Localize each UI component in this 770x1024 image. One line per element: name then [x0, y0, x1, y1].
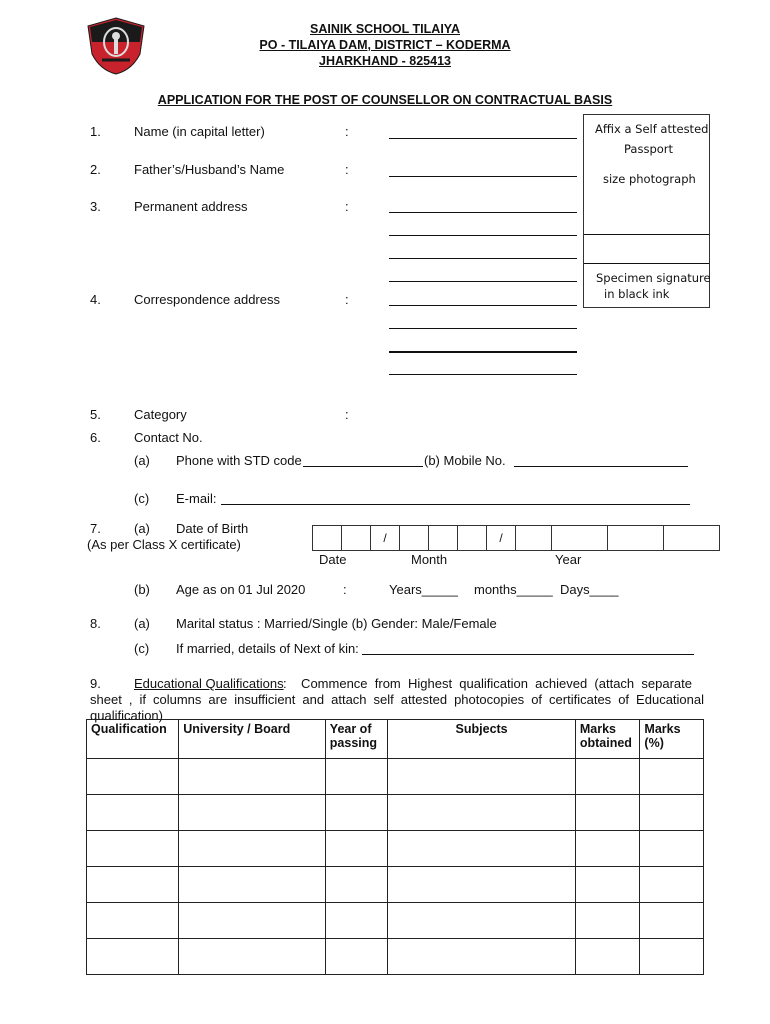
- table-cell[interactable]: [87, 939, 179, 975]
- table-cell[interactable]: [575, 867, 640, 903]
- permanent-address-line-3[interactable]: [389, 258, 577, 259]
- table-cell[interactable]: [87, 831, 179, 867]
- table-cell[interactable]: [640, 831, 704, 867]
- dob-boxes: [312, 525, 720, 551]
- table-cell[interactable]: [388, 831, 576, 867]
- permanent-address-line-4[interactable]: [389, 281, 577, 282]
- field-5-number: 5.: [90, 407, 101, 422]
- col-year: Year of passing: [325, 720, 388, 759]
- field-6-number: 6.: [90, 430, 101, 445]
- age-b-letter: (b): [134, 582, 150, 597]
- table-cell[interactable]: [388, 867, 576, 903]
- col-qualification: Qualification: [87, 720, 179, 759]
- table-cell[interactable]: [325, 831, 388, 867]
- table-cell[interactable]: [179, 903, 326, 939]
- dob-box[interactable]: [552, 526, 608, 551]
- permanent-address-line-1[interactable]: [389, 212, 577, 213]
- table-row: [87, 939, 704, 975]
- dob-year-caption: Year: [555, 552, 582, 567]
- category-colon: :: [345, 407, 349, 422]
- permanent-address-label: Permanent address: [134, 199, 248, 214]
- table-cell[interactable]: [575, 903, 640, 939]
- table-cell[interactable]: [325, 939, 388, 975]
- table-cell[interactable]: [87, 795, 179, 831]
- table-cell[interactable]: [87, 903, 179, 939]
- field-9-number: 9.: [90, 676, 101, 691]
- table-cell[interactable]: [388, 939, 576, 975]
- photo-box-bottom-divider: [584, 263, 709, 264]
- table-cell[interactable]: [87, 759, 179, 795]
- field-3-number: 3.: [90, 199, 101, 214]
- contact-c-letter: (c): [134, 491, 150, 506]
- permanent-address-line-2[interactable]: [389, 235, 577, 236]
- table-cell[interactable]: [575, 759, 640, 795]
- table-cell[interactable]: [179, 759, 326, 795]
- age-years[interactable]: Years_____: [389, 582, 458, 597]
- email-input-line[interactable]: [221, 504, 690, 505]
- age-colon: :: [343, 582, 347, 597]
- table-cell[interactable]: [179, 867, 326, 903]
- correspondence-address-label: Correspondence address: [134, 292, 280, 307]
- photo-box-top-divider: [584, 234, 709, 235]
- table-cell[interactable]: [87, 867, 179, 903]
- table-cell[interactable]: [325, 759, 388, 795]
- school-name: SAINIK SCHOOL TILAIYA: [309, 22, 461, 36]
- col-marks-obtained: Marks obtained: [575, 720, 640, 759]
- dob-slash: /: [383, 531, 387, 545]
- table-cell[interactable]: [179, 939, 326, 975]
- dob-note: (As per Class X certificate): [87, 537, 241, 552]
- field-2-number: 2.: [90, 162, 101, 177]
- name-input-line[interactable]: [389, 138, 577, 139]
- phone-input-line[interactable]: [303, 466, 423, 467]
- education-instruction-rest: sheet , if columns are insufficient and attach self attested photocopies of certificates of Educational qualification): [90, 692, 704, 723]
- dob-box[interactable]: [664, 526, 720, 551]
- permanent-address-colon: :: [345, 199, 349, 214]
- table-cell[interactable]: [640, 867, 704, 903]
- photo-text-1: Affix a Self attested: [595, 122, 709, 136]
- table-row: [87, 831, 704, 867]
- dob-label: Date of Birth: [176, 521, 249, 536]
- table-cell[interactable]: [640, 795, 704, 831]
- school-po: PO - TILAIYA DAM, DISTRICT – KODERMA: [259, 38, 511, 52]
- field-1-number: 1.: [90, 124, 101, 139]
- table-row: [87, 759, 704, 795]
- dob-a-letter: (a): [134, 521, 150, 536]
- education-instruction-first: : Commence from Highest qualification achieved (attach separate: [283, 676, 692, 691]
- table-cell[interactable]: [325, 903, 388, 939]
- table-row: [87, 795, 704, 831]
- school-state: JHARKHAND - 825413: [319, 54, 451, 68]
- marital-gender-label: Marital status : Married/Single (b) Gender: Male/Female: [176, 616, 497, 631]
- dob-box[interactable]: [400, 526, 429, 551]
- education-table: [86, 719, 704, 975]
- table-cell[interactable]: [388, 795, 576, 831]
- table-cell[interactable]: [325, 867, 388, 903]
- table-cell[interactable]: [575, 795, 640, 831]
- table-cell[interactable]: [575, 831, 640, 867]
- father-name-colon: :: [345, 162, 349, 177]
- father-name-input-line[interactable]: [389, 176, 577, 177]
- age-months[interactable]: months_____: [474, 582, 553, 597]
- dob-box[interactable]: [313, 526, 342, 551]
- signature-text-1: Specimen signature: [596, 271, 711, 285]
- signature-text-2: in black ink: [604, 287, 670, 301]
- correspondence-address-line-2[interactable]: [389, 328, 577, 329]
- table-cell[interactable]: [179, 831, 326, 867]
- table-cell[interactable]: [388, 903, 576, 939]
- table-cell[interactable]: [640, 759, 704, 795]
- field-8-number: 8.: [90, 616, 101, 631]
- name-colon: :: [345, 124, 349, 139]
- dob-box[interactable]: [516, 526, 552, 551]
- kin-label: If married, details of Next of kin:: [176, 641, 359, 656]
- correspondence-address-line-1[interactable]: [389, 305, 577, 306]
- category-label: Category: [134, 407, 187, 422]
- father-name-label: Father’s/Husband’s Name: [134, 162, 285, 177]
- table-cell[interactable]: [388, 759, 576, 795]
- marital-a-letter: (a): [134, 616, 150, 631]
- table-row: [87, 903, 704, 939]
- name-label: Name (in capital letter): [134, 124, 265, 139]
- kin-c-letter: (c): [134, 641, 150, 656]
- table-row: [87, 867, 704, 903]
- photo-text-2: Passport: [624, 142, 674, 156]
- education-table-header: [87, 720, 704, 759]
- col-marks-percent: Marks (%): [640, 720, 704, 759]
- dob-box[interactable]: [458, 526, 487, 551]
- contact-label: Contact No.: [134, 430, 203, 445]
- form-title: APPLICATION FOR THE POST OF COUNSELLOR ON CONTRACTUAL BASIS: [157, 93, 613, 107]
- dob-box[interactable]: [371, 526, 400, 551]
- age-days[interactable]: Days____: [560, 582, 619, 597]
- dob-box[interactable]: [342, 526, 371, 551]
- phone-label: Phone with STD code: [176, 453, 302, 468]
- mobile-input-line[interactable]: [514, 466, 688, 467]
- education-heading: Educational Qualifications: [134, 676, 284, 691]
- correspondence-address-colon: :: [345, 292, 349, 307]
- kin-input-line[interactable]: [362, 654, 694, 655]
- table-cell[interactable]: [640, 903, 704, 939]
- dob-date-caption: Date: [319, 552, 347, 567]
- table-cell[interactable]: [575, 939, 640, 975]
- photo-text-3: size photograph: [603, 172, 696, 186]
- age-label: Age as on 01 Jul 2020: [176, 582, 306, 597]
- dob-box[interactable]: [487, 526, 516, 551]
- table-cell[interactable]: [325, 795, 388, 831]
- dob-box[interactable]: [608, 526, 664, 551]
- table-cell[interactable]: [179, 795, 326, 831]
- col-university: University / Board: [179, 720, 326, 759]
- mobile-label: (b) Mobile No.: [424, 453, 506, 468]
- field-4-number: 4.: [90, 292, 101, 307]
- email-label: E-mail:: [176, 491, 217, 506]
- correspondence-address-line-3[interactable]: [389, 351, 577, 353]
- table-cell[interactable]: [640, 939, 704, 975]
- correspondence-address-line-4[interactable]: [389, 374, 577, 375]
- dob-slash: /: [499, 531, 503, 545]
- col-subjects: Subjects: [388, 720, 576, 759]
- contact-a-letter: (a): [134, 453, 150, 468]
- field-7-number: 7.: [90, 521, 101, 536]
- dob-month-caption: Month: [411, 552, 448, 567]
- dob-box[interactable]: [429, 526, 458, 551]
